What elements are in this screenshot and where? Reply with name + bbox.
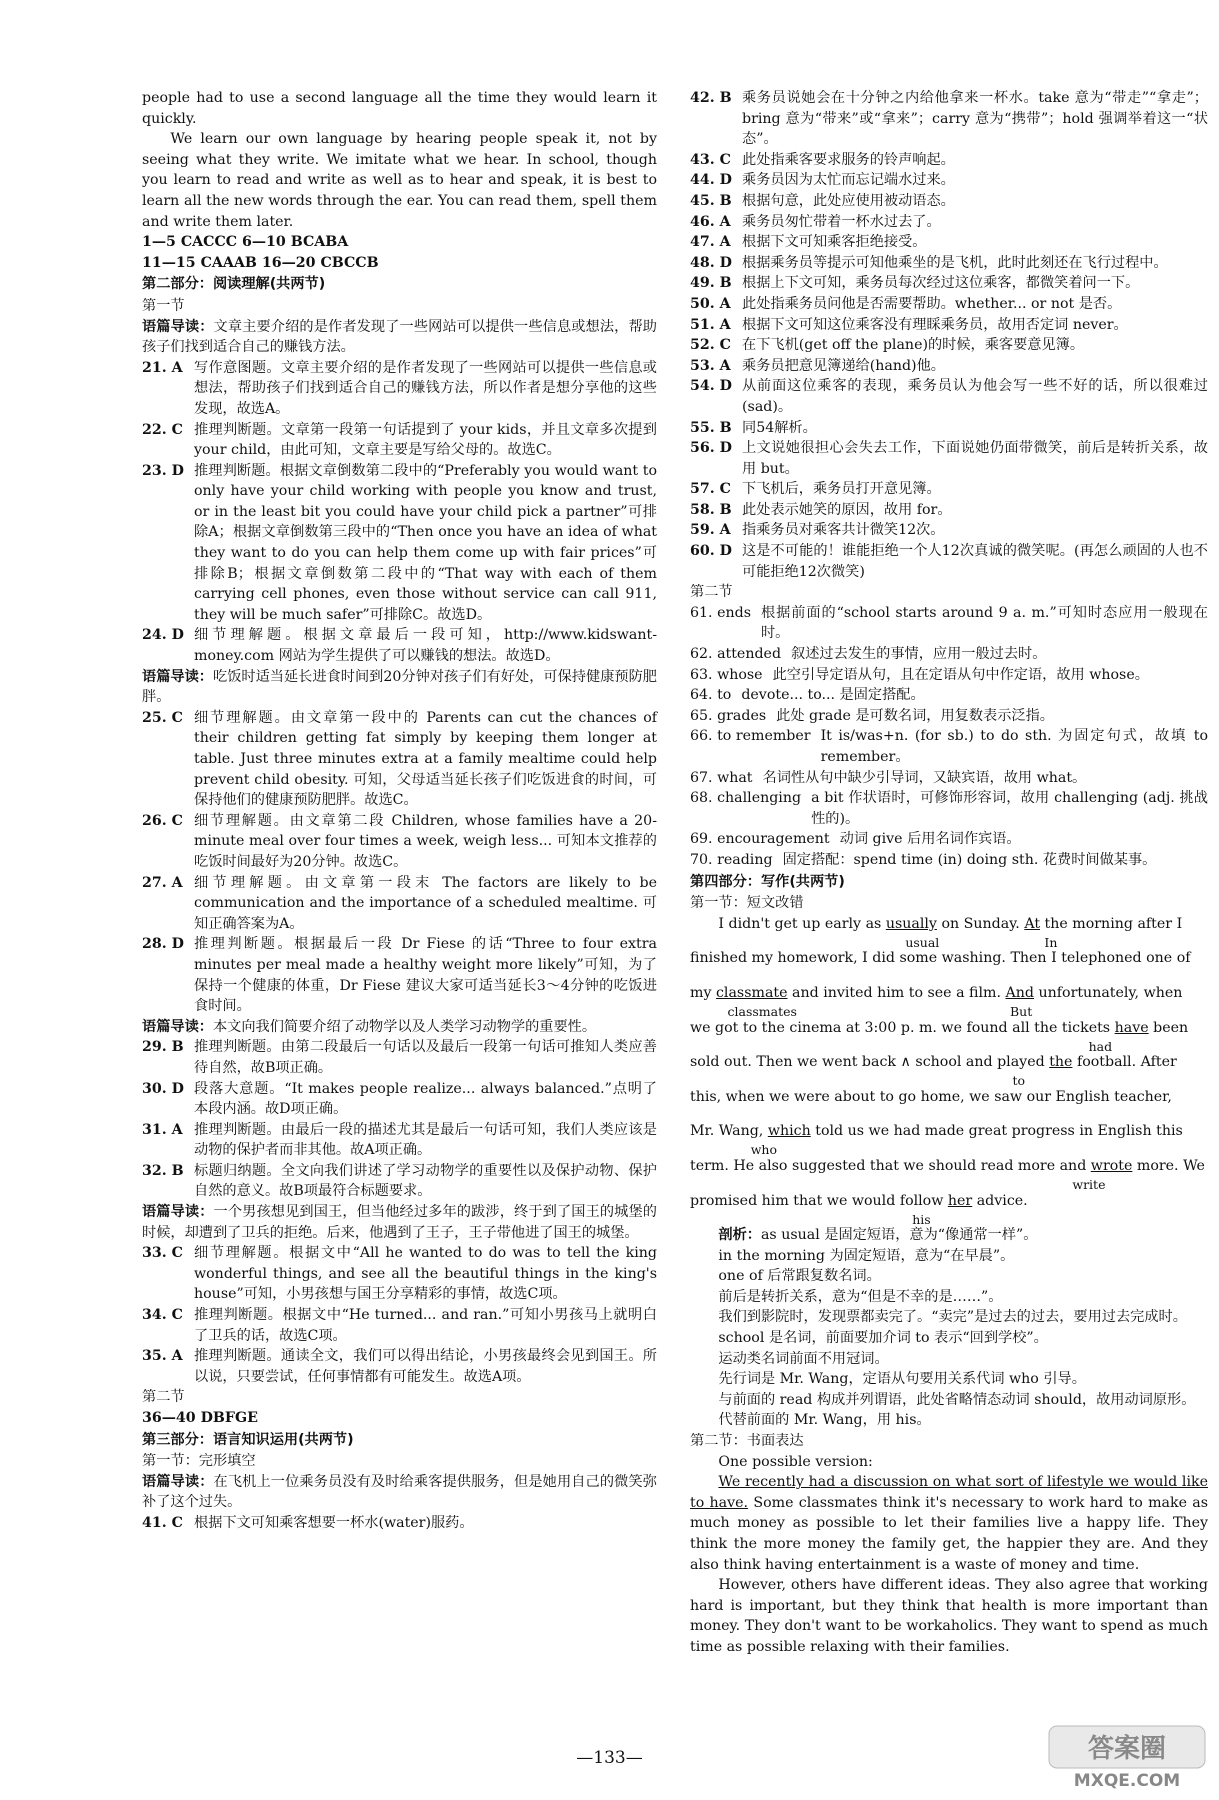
watermark-bottom: MXQE.COM — [1073, 1771, 1181, 1791]
answer-explanation: 根据上下文可知，乘务员每次经过这位乘客，都微笑着问一下。 — [742, 275, 1140, 292]
answer-explanation: 名词性从句中缺少引导词，又缺宾语，故用 what。 — [762, 769, 1087, 786]
answer-explanation: 叙述过去发生的事情，应用一般过去时。 — [791, 646, 1047, 663]
intro-paragraph-2: We learn our own language by hearing people speak it, not by seeing what they write. We imitate what we hear. In school, though you learn to read and write as well as to hear and speak, it is best to learn all the new words through the ear. You can read them, spell them and write them later. — [142, 131, 657, 230]
cloze-section-label: 第一节：完形填空 — [142, 1453, 256, 1470]
answer-explanation: 细节理解题。根据文章最后一段可知，http://www.kidswant-money.com 网站为学生提供了可以赚钱的想法。故选D。 — [194, 627, 657, 665]
error-word: classmate — [715, 984, 788, 1001]
answer-explanation: 乘务员匆忙带着一杯水过去了。 — [742, 213, 941, 230]
answer-explanation: 细节理解题。根据文中“All he wanted to do was to tell the king wonderful things, and see all the beautiful things in the king's house”可知，小男孩想与国王分享精彩的事情，故选C项。 — [194, 1245, 657, 1303]
answer-number: 28. D — [142, 936, 184, 953]
answer-keys-2: 11—15 CAAAB 16—20 CBCCB — [142, 254, 379, 271]
answer-explanation: 细节理解题。由文章第一段末 The factors are likely to be communication and the importance of a scheduled mealtime. 可知正确答案为A。 — [194, 874, 657, 932]
version-topic-sentence: We recently had a discussion on what sort of lifestyle we would like to have. — [690, 1474, 1208, 1511]
answer-number: 68. challenging — [690, 790, 802, 807]
answer-item-31 — [142, 1120, 657, 1161]
answer-explanation: 根据下文可知乘客拒绝接受。 — [742, 234, 927, 251]
analysis-item: 前后是转折关系，意为“但是不幸的是……”。 — [718, 1288, 1003, 1305]
essay-text: Mr. Wang, — [690, 1123, 768, 1140]
answer-number: 42. B — [690, 90, 732, 106]
answer-item-35 — [142, 1346, 657, 1387]
reading-guide-4 — [142, 1202, 657, 1243]
answer-number: 52. C — [690, 337, 731, 354]
correction-word: In — [1044, 934, 1058, 950]
cloze-answer-item — [690, 253, 1208, 274]
cloze-answer-item — [690, 191, 1208, 212]
answer-explanation: 动词 give 后用名词作宾语。 — [839, 831, 1021, 848]
essay-text: the morning after I — [1040, 915, 1183, 932]
answer-number: 58. B — [690, 501, 732, 518]
essay-line — [690, 1121, 1208, 1158]
watermark-top: 答案圈 — [1087, 1734, 1167, 1764]
answer-number: 50. A — [690, 295, 731, 312]
answer-number: 23. D — [142, 462, 184, 479]
answer-number: 21. A — [142, 359, 183, 376]
version-label: One possible version: — [718, 1453, 873, 1470]
cloze-answer-item — [690, 520, 1208, 541]
error-correction-label: 第一节：短文改错 — [690, 895, 804, 912]
essay-text: on Sunday. — [936, 915, 1025, 932]
guide-text: 在飞机上一位乘务员没有及时给乘客提供服务，但是她用自己的微笑弥补了这个过失。 — [142, 1473, 657, 1511]
essay-text: told us we had made great progress in English this — [810, 1123, 1183, 1140]
cloze-answer-item — [690, 438, 1208, 479]
reading-guide-1 — [142, 317, 657, 358]
version-paragraph-1 — [690, 1472, 1208, 1575]
correction-word: write — [1072, 1176, 1106, 1192]
answer-keys-3: 36—40 DBFGE — [142, 1410, 258, 1426]
cloze-answer-item — [690, 479, 1208, 500]
answer-explanation: 推理判断题。通读全文，我们可以得出结论，小男孩最终会见到国王。所以说，只要尝试，任何事情都有可能发生。故选A项。 — [194, 1348, 657, 1385]
answer-explanation: 此空引导定语从句，且在定语从句中作定语，故用 whose。 — [772, 666, 1149, 683]
answer-item-30 — [142, 1079, 657, 1120]
cloze-answer-item — [690, 273, 1208, 294]
guide-text: 一个男孩想见到国王，但当他经过多年的跋涉，终于到了国王的城堡的时候，却遭到了卫兵的拒绝。后来，他遇到了王子，王子带他进了国王的城堡。 — [142, 1204, 657, 1241]
cloze-answer-item — [690, 150, 1208, 171]
left-column — [142, 88, 657, 1534]
answer-explanation: 根据下文可知乘客想要一杯水(water)服药。 — [194, 1514, 474, 1531]
essay-text: been — [1148, 1019, 1189, 1036]
answer-item-28 — [142, 934, 657, 1016]
answer-explanation: 推理判断题。根据文中“He turned... and ran.”可知小男孩马上就明白了卫兵的话，故选C项。 — [194, 1307, 657, 1344]
analysis-item: school 是名词，前面要加介词 to 表示“回到学校”。 — [718, 1330, 1048, 1347]
analysis-item: in the morning 为固定短语，意为“在早晨”。 — [718, 1247, 1015, 1264]
answer-explanation: 此处指乘务员问他是否需要帮助。whether... or not 是否。 — [742, 295, 1122, 312]
answer-number: 35. A — [142, 1348, 183, 1365]
answer-number: 30. D — [142, 1080, 184, 1097]
error-word: the — [1049, 1054, 1073, 1071]
answer-explanation: 从前面这位乘客的表现，乘务员认为他会写一些不好的话，所以很难过(sad)。 — [742, 378, 1208, 415]
essay-line — [690, 1156, 1208, 1192]
answer-number: 48. D — [690, 254, 732, 271]
analysis-heading — [690, 1225, 1208, 1246]
fill-answer-item — [690, 788, 1208, 829]
correction-word: classmates — [727, 1003, 797, 1019]
fill-answer-list — [690, 603, 1208, 871]
error-word: wrote — [1090, 1157, 1133, 1174]
answer-explanation: 乘务员把意见簿递给(hand)他。 — [742, 357, 945, 374]
section-2-label: 第二节 — [142, 1389, 185, 1406]
answer-explanation: 根据下文可知这位乘客没有理睬乘务员，故用否定词 never。 — [742, 316, 1128, 333]
answer-number: 53. A — [690, 357, 731, 374]
answer-item-26 — [142, 811, 657, 873]
answer-number: 69. encouragement — [690, 831, 830, 848]
fill-answer-item — [690, 665, 1208, 686]
answer-item-22 — [142, 420, 657, 461]
answer-item-27 — [142, 873, 657, 935]
analysis-item: 运动类名词前面不用冠词。 — [718, 1350, 889, 1367]
correction-word: usual — [905, 934, 940, 950]
answer-number: 34. C — [142, 1307, 183, 1324]
answer-explanation: It is/was+n. (for sb.) to do sth. 为固定句式，故填 to remember。 — [820, 728, 1208, 765]
error-word: And — [1005, 984, 1034, 1001]
fill-answer-item — [690, 644, 1208, 665]
essay-line — [690, 1052, 1208, 1089]
answer-number: 25. C — [142, 709, 183, 726]
answer-number: 45. B — [690, 192, 732, 209]
part2-heading: 第二部分：阅读理解(共两节) — [142, 276, 326, 293]
answer-list-a — [142, 358, 657, 667]
answer-explanation: 下飞机后，乘务员打开意见簿。 — [742, 481, 941, 498]
answer-number: 44. D — [690, 172, 732, 189]
answer-keys-1: 1—5 CACCC 6—10 BCABA — [142, 234, 349, 251]
analysis-list — [690, 1246, 1208, 1431]
answer-number: 49. B — [690, 275, 732, 292]
answer-item-24 — [142, 625, 657, 666]
reading-guide-3 — [142, 1017, 657, 1038]
answer-number: 46. A — [690, 213, 731, 230]
essay-text: advice. — [972, 1192, 1028, 1209]
essay-text: and invited him to see a film. — [787, 984, 1006, 1001]
answer-explanation: devote... to... 是固定搭配。 — [741, 687, 925, 704]
analysis-item: 先行词是 Mr. Wang，定语从句要用关系代词 who 引导。 — [718, 1371, 1086, 1388]
error-word: At — [1024, 915, 1041, 932]
error-word: usually — [885, 915, 937, 932]
answer-explanation: 标题归纳题。全文向我们讲述了学习动物学的重要性以及保护动物、保护自然的意义。故B项最符合标题要求。 — [194, 1162, 657, 1200]
version-body: Some classmates think it's necessary to work hard to make as much money as possible to let their families live a happy life. They think the more money the family get, the happier they are. And they also think having entertainment is a waste of money and time. — [690, 1494, 1209, 1573]
cloze-answer-item — [690, 335, 1208, 356]
cloze-answer-item — [690, 212, 1208, 233]
fill-answer-item — [690, 829, 1208, 850]
answer-number: 24. D — [142, 627, 184, 644]
intro-paragraph-1: people had to use a second language all the time they would learn it quickly. — [142, 90, 657, 127]
answer-explanation: 同54解析。 — [742, 419, 817, 436]
answer-explanation: 在下飞机(get off the plane)的时候，乘客要意见簿。 — [742, 337, 1085, 354]
guide-text: 吃饭时适当延长进食时间到20分钟对孩子们有好处，可保持健康预防肥胖。 — [142, 668, 657, 706]
version-paragraph-2: However, others have different ideas. They also agree that working hard is important, but they think that health is more important than money. They don't want to be workaholics. They want to spend as much time as possible relaxing with their families. — [690, 1577, 1208, 1655]
analysis-label: 剖析： — [718, 1227, 761, 1244]
answer-number: 27. A — [142, 874, 183, 891]
answer-list-d — [142, 1243, 657, 1387]
cloze-answer-item — [690, 88, 1208, 150]
fill-answer-item — [690, 685, 1208, 706]
answer-explanation: 推理判断题。由第二段最后一句话以及最后一段第一句话可推知人类应善待自然，故B项正确。 — [194, 1039, 657, 1076]
cloze-answer-item — [690, 541, 1208, 582]
error-correction-essay — [690, 914, 1208, 1227]
cloze-answer-list — [690, 88, 1208, 582]
answer-explanation: 乘务员说她会在十分钟之内给他拿来一杯水。take 意为“带走”“拿走”；bring 意为“带来”或“拿来”；carry 意为“携带”；hold 强调举着这一“状态”。 — [742, 90, 1208, 148]
answer-explanation: 细节理解题。由文章第二段 Children, whose families have a 20-minute meal over four times a week, weigh less... 可知本文推荐的吃饭时间最好为20分钟。故选C。 — [194, 812, 657, 870]
part3-heading: 第三部分：语言知识运用(共两节) — [142, 1431, 354, 1448]
answer-number: 60. D — [690, 543, 732, 560]
guide-text: 文章主要介绍的是作者发现了一些网站可以提供一些信息或想法，帮助孩子们找到适合自己的赚钱方法。 — [142, 318, 657, 356]
guide-text: 本文向我们简要介绍了动物学以及人类学习动物学的重要性。 — [212, 1018, 597, 1035]
answer-item-41 — [142, 1513, 657, 1534]
answer-number: 56. D — [690, 440, 732, 457]
reading-guide-5 — [142, 1472, 657, 1513]
fill-answer-item — [690, 603, 1208, 644]
answer-item-32 — [142, 1161, 657, 1202]
answer-number: 57. C — [690, 481, 731, 498]
cloze-answer-item — [690, 418, 1208, 439]
answer-explanation: 上文说她很担心会失去工作，下面说她仍面带微笑，前后是转折关系，故用 but。 — [742, 440, 1208, 477]
essay-line — [690, 1018, 1208, 1054]
answer-explanation: 段落大意题。“It makes people realize... always balanced.”点明了本段内涵。故D项正确。 — [194, 1080, 657, 1118]
answer-number: 62. attended — [690, 646, 782, 663]
essay-text: finished my homework, I did some washing. Then I telephoned one of — [690, 950, 1191, 967]
essay-text: promised him that we would follow — [690, 1192, 948, 1209]
answer-number: 65. grades — [690, 707, 767, 724]
cloze-answer-item — [690, 376, 1208, 417]
essay-text: my — [690, 984, 716, 1001]
analysis-item: 代替前面的 Mr. Wang，用 his。 — [718, 1412, 931, 1429]
essay-text: unfortunately, when — [1034, 984, 1183, 1001]
answer-item-33 — [142, 1243, 657, 1305]
section-1-label: 第一节 — [142, 297, 185, 314]
answer-item-25 — [142, 708, 657, 811]
part4-heading: 第四部分：写作(共两节) — [690, 873, 845, 890]
answer-number: 41. C — [142, 1514, 183, 1531]
answer-explanation: 根据乘务员等提示可知他乘坐的是飞机，此时此刻还在飞行过程中。 — [742, 254, 1168, 271]
essay-text: this, when we were about to go home, we saw our English teacher, — [690, 1088, 1172, 1105]
essay-text: sold out. Then we went back ∧ school and played — [690, 1054, 1050, 1071]
correction-word: who — [750, 1142, 778, 1158]
answer-number: 59. A — [690, 522, 731, 539]
answer-explanation: a bit 作状语时，可修饰形容词，故用 challenging (adj. 挑战性的)。 — [811, 790, 1208, 827]
answer-number: 29. B — [142, 1039, 184, 1056]
essay-line — [690, 914, 1208, 950]
answer-number: 43. C — [690, 151, 731, 168]
answer-number: 67. what — [690, 769, 753, 786]
essay-text: football. After — [1072, 1054, 1177, 1071]
writing-section-label: 第二节：书面表达 — [690, 1433, 804, 1450]
answer-number: 55. B — [690, 419, 732, 436]
error-word: have — [1114, 1019, 1149, 1036]
analysis-first: as usual 是固定短语，意为“像通常一样”。 — [760, 1227, 1038, 1244]
answer-number: 51. A — [690, 316, 731, 333]
answer-number: 32. B — [142, 1162, 184, 1179]
watermark-logo — [1047, 1724, 1207, 1792]
analysis-item: 与前面的 read 构成并列谓语，此处省略情态动词 should，故用动词原形。 — [718, 1391, 1196, 1408]
answer-explanation: 根据句意，此处应使用被动语态。 — [742, 192, 955, 209]
cloze-answer-item — [690, 500, 1208, 521]
answer-explanation: 此处 grade 是可数名词，用复数表示泛指。 — [776, 707, 1054, 724]
answer-explanation: 指乘务员对乘客共计微笑12次。 — [742, 522, 945, 539]
answer-number: 26. C — [142, 812, 183, 829]
page-number: —133— — [576, 1748, 643, 1768]
answer-explanation: 固定搭配：spend time (in) doing sth. 花费时间做某事。 — [782, 851, 1157, 868]
section-2-label: 第二节 — [690, 584, 733, 601]
answer-number: 33. C — [142, 1245, 183, 1262]
answer-explanation: 推理判断题。根据文章倒数第二段中的“Preferably you would want to only have your child working with people you know and trust, or in the least bit you could have your child pick a partner”可排除A；根据文章倒数第三段中的“Then once you have an idea of what they want to do you can help them come up with fair prices”可排除B；根据文章倒数第二段中的“That way with each of them carrying cell phones, even those without service can call 911, they will be much safer”可排除C。故选D。 — [194, 462, 657, 623]
fill-answer-item — [690, 768, 1208, 789]
cloze-answer-item — [690, 356, 1208, 377]
answer-explanation: 细节理解题。由文章第一段中的 Parents can cut the chances of their children getting fat simply by keeping them longer at table. Just three minutes extra at a family mealtime could help prevent child obesity. 可知，父母适当延长孩子们吃饭进食的时间，可保持他们的健康预防肥胖。故选C。 — [194, 709, 657, 809]
answer-number: 31. A — [142, 1121, 183, 1138]
answer-number: 47. A — [690, 234, 731, 251]
guide-label: 语篇导读： — [142, 1473, 214, 1490]
answer-explanation: 这是不可能的！谁能拒绝一个人12次真诚的微笑呢。(再怎么顽固的人也不可能拒绝12次微笑) — [742, 543, 1208, 580]
answer-item-21 — [142, 358, 657, 420]
answer-explanation: 此处表示她笑的原因，故用 for。 — [742, 501, 952, 518]
answer-number: 64. to — [690, 687, 732, 704]
answer-item-34 — [142, 1305, 657, 1346]
essay-line — [690, 948, 1208, 969]
correction-word: But — [1010, 1003, 1033, 1019]
fill-answer-item — [690, 726, 1208, 767]
guide-label: 语篇导读： — [142, 318, 214, 335]
fill-answer-item — [690, 850, 1208, 871]
correction-word: his — [912, 1211, 931, 1227]
analysis-item: 我们到影院时，发现票都卖完了。“卖完”是过去的过去，要用过去完成时。 — [718, 1309, 1187, 1326]
answer-explanation: 写作意图题。文章主要介绍的是作者发现了一些网站可以提供一些信息或想法，帮助孩子们找到适合自己的赚钱方法，所以作者是想分享他的这些发现，故选A。 — [194, 359, 657, 417]
error-word: her — [947, 1192, 973, 1209]
answer-number: 22. C — [142, 421, 183, 438]
essay-text: term. He also suggested that we should read more and — [690, 1157, 1091, 1174]
cloze-answer-item — [690, 315, 1208, 336]
answer-list-b — [142, 708, 657, 1017]
answer-item-29 — [142, 1037, 657, 1078]
essay-text: I didn't get up early as — [718, 915, 886, 932]
guide-label: 语篇导读： — [142, 1204, 214, 1221]
right-column — [690, 88, 1208, 1658]
essay-line — [690, 983, 1208, 1019]
guide-label: 语篇导读： — [142, 1018, 213, 1035]
answer-item-23 — [142, 461, 657, 626]
analysis-item: one of 后常跟复数名词。 — [718, 1268, 881, 1285]
answer-explanation: 推理判断题。根据最后一段 Dr Fiese 的话“Three to four extra minutes per meal made a healthy weight more likely”可知，为了保持一个健康的体重，Dr Fiese 建议大家可适当延长3～4分钟的吃饭进食时间。 — [194, 936, 657, 1015]
answer-number: 70. reading — [690, 851, 773, 868]
cloze-answer-item — [690, 294, 1208, 315]
answer-explanation: 此处指乘客要求服务的铃声响起。 — [742, 151, 955, 168]
answer-list-c — [142, 1037, 657, 1202]
guide-label: 语篇导读： — [142, 668, 213, 685]
answer-number: 63. whose — [690, 666, 763, 683]
error-word: which — [767, 1123, 811, 1140]
essay-line — [690, 1191, 1208, 1227]
reading-guide-2 — [142, 667, 657, 708]
fill-answer-item — [690, 706, 1208, 727]
answer-explanation: 根据前面的“school starts around 9 a. m.”可知时态应用一般现在时。 — [760, 604, 1208, 642]
correction-word: had — [1088, 1038, 1113, 1054]
answer-explanation: 推理判断题。文章第一段第一句话提到了 your kids，并且文章多次提到 your child，由此可知，文章主要是写给父母的。故选C。 — [194, 421, 657, 459]
cloze-answer-item — [690, 170, 1208, 191]
answer-explanation: 乘务员因为太忙而忘记端水过来。 — [742, 172, 955, 189]
answer-number: 66. to remember — [690, 728, 811, 745]
correction-word: to — [1012, 1073, 1025, 1089]
essay-text: more. We — [1132, 1157, 1205, 1174]
answer-explanation: 推理判断题。由最后一段的描述尤其是最后一句话可知，我们人类应该是动物的保护者而非其他。故A项正确。 — [194, 1121, 657, 1159]
answer-number: 61. ends — [690, 604, 751, 621]
answer-number: 54. D — [690, 378, 732, 395]
cloze-answer-item — [690, 232, 1208, 253]
essay-line — [690, 1087, 1208, 1108]
essay-text: we got to the cinema at 3:00 p. m. we found all the tickets — [690, 1019, 1115, 1036]
